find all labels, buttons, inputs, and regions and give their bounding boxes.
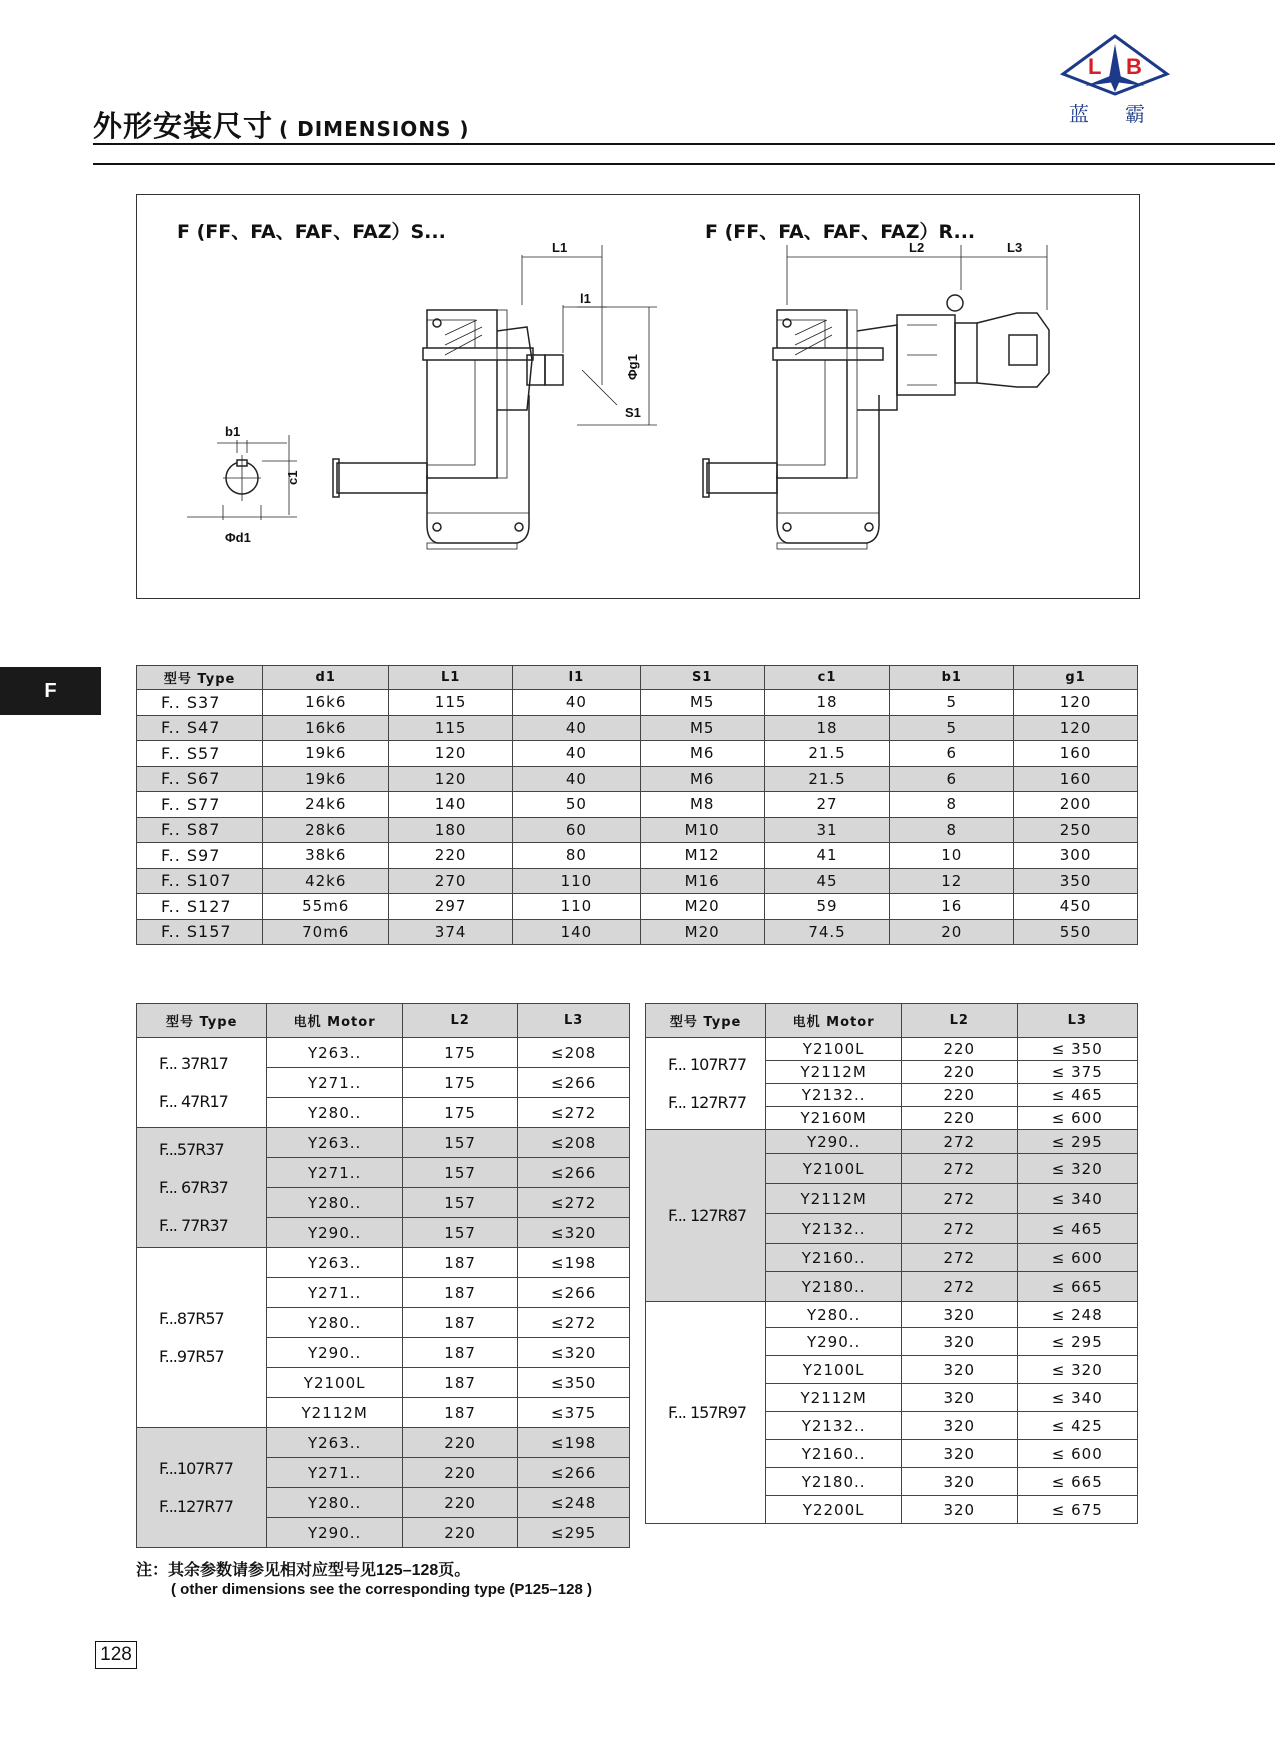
table-row — [137, 690, 1138, 716]
table-cell: ≤ 425 — [1017, 1412, 1137, 1440]
column-header: 电机 Motor — [267, 1004, 403, 1038]
table-cell: 220 — [902, 1107, 1018, 1130]
motor-cell: Y2112M — [766, 1184, 902, 1214]
motor-cell: Y263.. — [267, 1248, 403, 1278]
table-cell: 140 — [513, 919, 641, 945]
type-cell: F.. S157 — [137, 919, 263, 945]
table-cell: ≤248 — [518, 1488, 630, 1518]
drawing-caption-r: F (FF、FA、FAF、FAZ）R... — [705, 221, 976, 243]
page-title-en: ( DIMENSIONS ) — [279, 117, 470, 141]
type-group-cell — [646, 1130, 766, 1302]
table-cell: 18 — [764, 690, 890, 716]
table-cell: 272 — [902, 1130, 1018, 1154]
table-cell: 50 — [513, 792, 641, 818]
column-header: d1 — [263, 666, 389, 690]
table-cell: 270 — [389, 868, 513, 894]
column-header: L2 — [402, 1004, 517, 1038]
table-cell: 157 — [402, 1128, 517, 1158]
column-header: 型号 Type — [646, 1004, 766, 1038]
table-cell: 120 — [389, 766, 513, 792]
column-header: g1 — [1014, 666, 1138, 690]
table-cell: M20 — [640, 919, 764, 945]
table-cell: 16 — [890, 894, 1014, 920]
type-label: F... 37R17 — [159, 1053, 228, 1073]
table-row — [137, 919, 1138, 945]
table-row — [137, 894, 1138, 920]
table-cell: ≤320 — [518, 1338, 630, 1368]
table-cell: 220 — [902, 1038, 1018, 1061]
table-cell: 80 — [513, 843, 641, 869]
table-cell: 320 — [902, 1356, 1018, 1384]
table-row — [137, 843, 1138, 869]
table-row — [137, 817, 1138, 843]
motor-cell: Y263.. — [267, 1428, 403, 1458]
table-cell: 220 — [402, 1518, 517, 1548]
table-cell: 5 — [890, 690, 1014, 716]
table-cell: ≤ 295 — [1017, 1130, 1137, 1154]
table-cell: 550 — [1014, 919, 1138, 945]
page-title-cn: 外形安装尺寸 — [93, 109, 274, 143]
table-cell: ≤320 — [518, 1218, 630, 1248]
brand-logo — [1055, 34, 1175, 126]
table-cell: ≤ 465 — [1017, 1214, 1137, 1244]
motor-cell: Y2112M — [766, 1061, 902, 1084]
motor-cell: Y263.. — [267, 1038, 403, 1068]
table-cell: M10 — [640, 817, 764, 843]
table-cell: 157 — [402, 1188, 517, 1218]
table-cell: 272 — [902, 1272, 1018, 1302]
type-group-cell — [137, 1128, 267, 1248]
column-header: 电机 Motor — [766, 1004, 902, 1038]
table-cell: 70m6 — [263, 919, 389, 945]
table-cell: 272 — [902, 1154, 1018, 1184]
table-cell: 220 — [902, 1061, 1018, 1084]
motor-cell: Y263.. — [267, 1128, 403, 1158]
column-header: L3 — [518, 1004, 630, 1038]
type-group-cell — [646, 1302, 766, 1524]
table-cell: 38k6 — [263, 843, 389, 869]
table-cell: 28k6 — [263, 817, 389, 843]
table-cell: 140 — [389, 792, 513, 818]
table-cell: ≤ 320 — [1017, 1356, 1137, 1384]
label-L3: L3 — [1007, 240, 1023, 255]
type-label: F... 127R77 — [668, 1092, 746, 1112]
type-label: F...107R77 — [159, 1458, 233, 1478]
table-cell: 45 — [764, 868, 890, 894]
table-cell: 42k6 — [263, 868, 389, 894]
table-cell: 220 — [402, 1428, 517, 1458]
table-cell: ≤375 — [518, 1398, 630, 1428]
type-cell: F.. S47 — [137, 715, 263, 741]
table-cell: 350 — [1014, 868, 1138, 894]
table-cell: 20 — [890, 919, 1014, 945]
motor-cell: Y2112M — [267, 1398, 403, 1428]
header-rule-top — [93, 143, 1275, 145]
type-label: F... 77R37 — [159, 1215, 228, 1235]
table-cell: ≤295 — [518, 1518, 630, 1548]
table-cell: ≤ 675 — [1017, 1496, 1137, 1524]
table-row — [137, 1038, 630, 1068]
table-cell: 272 — [902, 1214, 1018, 1244]
table-cell: 220 — [389, 843, 513, 869]
table-cell: 115 — [389, 715, 513, 741]
type-cell: F.. S37 — [137, 690, 263, 716]
type-cell: F.. S127 — [137, 894, 263, 920]
table-cell: 60 — [513, 817, 641, 843]
table-cell: 320 — [902, 1302, 1018, 1328]
table-row — [646, 1038, 1138, 1061]
table-cell: 6 — [890, 741, 1014, 767]
column-header: b1 — [890, 666, 1014, 690]
label-b1: b1 — [225, 424, 241, 439]
table-cell: 175 — [402, 1068, 517, 1098]
motor-cell: Y2200L — [766, 1496, 902, 1524]
table-cell: M6 — [640, 766, 764, 792]
motor-cell: Y290.. — [766, 1328, 902, 1356]
table-cell: 5 — [890, 715, 1014, 741]
table-cell: 120 — [1014, 715, 1138, 741]
table-cell: 19k6 — [263, 766, 389, 792]
column-header: c1 — [764, 666, 890, 690]
motor-cell: Y2100L — [766, 1038, 902, 1061]
table-cell: 175 — [402, 1098, 517, 1128]
motor-cell: Y2180.. — [766, 1468, 902, 1496]
logo-diamond-icon — [1055, 34, 1175, 104]
table-cell: M5 — [640, 690, 764, 716]
page-number: 128 — [95, 1641, 137, 1669]
table-row — [646, 1130, 1138, 1154]
table-cell: 16k6 — [263, 715, 389, 741]
type-group-cell — [137, 1038, 267, 1128]
type-cell: F.. S57 — [137, 741, 263, 767]
table-cell: 55m6 — [263, 894, 389, 920]
table-cell: ≤ 350 — [1017, 1038, 1137, 1061]
table-cell: 10 — [890, 843, 1014, 869]
type-label: F... 107R77 — [668, 1054, 746, 1074]
table-cell: 40 — [513, 690, 641, 716]
label-S1: S1 — [625, 405, 641, 420]
note-en: ( other dimensions see the corresponding type (P125–128 ) — [171, 1581, 592, 1598]
logo-letter-l: L — [1088, 54, 1102, 79]
table-cell: 115 — [389, 690, 513, 716]
table-cell: M12 — [640, 843, 764, 869]
table-cell: 320 — [902, 1328, 1018, 1356]
motor-cell: Y2100L — [766, 1154, 902, 1184]
table-cell: 31 — [764, 817, 890, 843]
table-cell: 250 — [1014, 817, 1138, 843]
table-row — [137, 715, 1138, 741]
table-cell: ≤208 — [518, 1128, 630, 1158]
table-header-row — [137, 1004, 630, 1038]
table-cell: 157 — [402, 1218, 517, 1248]
table-cell: 8 — [890, 817, 1014, 843]
motor-cell: Y2100L — [267, 1368, 403, 1398]
table-row — [137, 1248, 630, 1278]
r-dimensions-table-left — [136, 1003, 630, 1548]
motor-cell: Y280.. — [267, 1488, 403, 1518]
table-cell: ≤ 465 — [1017, 1084, 1137, 1107]
dimension-drawing — [136, 194, 1140, 599]
table-cell: ≤198 — [518, 1248, 630, 1278]
table-row — [137, 868, 1138, 894]
motor-cell: Y271.. — [267, 1278, 403, 1308]
table-cell: ≤ 600 — [1017, 1244, 1137, 1272]
type-group-cell — [137, 1248, 267, 1428]
table-row — [137, 792, 1138, 818]
table-cell: 300 — [1014, 843, 1138, 869]
table-cell: 187 — [402, 1368, 517, 1398]
table-cell: 187 — [402, 1398, 517, 1428]
column-header: 型号 Type — [137, 666, 263, 690]
table-cell: 187 — [402, 1308, 517, 1338]
table-cell: 297 — [389, 894, 513, 920]
table-cell: ≤ 340 — [1017, 1384, 1137, 1412]
page-title — [93, 104, 470, 145]
table-cell: M6 — [640, 741, 764, 767]
table-cell: 19k6 — [263, 741, 389, 767]
type-label: F...87R57 — [159, 1308, 224, 1328]
drawing-caption-s: F (FF、FA、FAF、FAZ）S... — [177, 221, 446, 243]
table-header-row — [137, 666, 1138, 690]
column-header: l1 — [513, 666, 641, 690]
table-cell: ≤272 — [518, 1188, 630, 1218]
table-cell: 120 — [389, 741, 513, 767]
motor-cell: Y290.. — [267, 1518, 403, 1548]
column-header: L2 — [902, 1004, 1018, 1038]
table-cell: 74.5 — [764, 919, 890, 945]
table-row — [137, 766, 1138, 792]
table-cell: 450 — [1014, 894, 1138, 920]
column-header: L1 — [389, 666, 513, 690]
logo-text-left: 蓝 — [1069, 102, 1089, 126]
table-cell: ≤ 665 — [1017, 1272, 1137, 1302]
motor-cell: Y280.. — [267, 1098, 403, 1128]
motor-cell: Y2160M — [766, 1107, 902, 1130]
motor-cell: Y290.. — [766, 1130, 902, 1154]
table-cell: 16k6 — [263, 690, 389, 716]
motor-cell: Y2180.. — [766, 1272, 902, 1302]
table-cell: 187 — [402, 1248, 517, 1278]
table-cell: M16 — [640, 868, 764, 894]
table-cell: 220 — [402, 1488, 517, 1518]
table-cell: 320 — [902, 1468, 1018, 1496]
table-cell: M20 — [640, 894, 764, 920]
table-cell: 180 — [389, 817, 513, 843]
table-cell: ≤272 — [518, 1098, 630, 1128]
motor-cell: Y271.. — [267, 1068, 403, 1098]
logo-text-right: 霸 — [1125, 102, 1145, 126]
type-label: F... 67R37 — [159, 1177, 228, 1197]
table-cell: 40 — [513, 715, 641, 741]
motor-cell: Y2100L — [766, 1356, 902, 1384]
section-tab-f: F — [0, 667, 101, 715]
table-cell: 272 — [902, 1244, 1018, 1272]
motor-cell: Y280.. — [267, 1188, 403, 1218]
table-cell: 40 — [513, 766, 641, 792]
r-dimensions-table-right — [645, 1003, 1138, 1524]
type-cell: F.. S97 — [137, 843, 263, 869]
motor-cell: Y280.. — [267, 1308, 403, 1338]
table-cell: ≤ 340 — [1017, 1184, 1137, 1214]
table-cell: 157 — [402, 1158, 517, 1188]
table-cell: 320 — [902, 1412, 1018, 1440]
table-cell: ≤266 — [518, 1458, 630, 1488]
table-cell: 18 — [764, 715, 890, 741]
table-cell: 160 — [1014, 741, 1138, 767]
motor-cell: Y2160.. — [766, 1440, 902, 1468]
table-cell: ≤ 248 — [1017, 1302, 1137, 1328]
label-d1: Φd1 — [225, 530, 251, 545]
table-cell: M8 — [640, 792, 764, 818]
table-cell: ≤ 600 — [1017, 1440, 1137, 1468]
type-group-cell — [137, 1428, 267, 1548]
table-row — [137, 741, 1138, 767]
table-cell: 220 — [402, 1458, 517, 1488]
table-cell: 110 — [513, 868, 641, 894]
table-cell: 320 — [902, 1440, 1018, 1468]
table-cell: 120 — [1014, 690, 1138, 716]
motor-cell: Y2132.. — [766, 1412, 902, 1440]
type-cell: F.. S67 — [137, 766, 263, 792]
motor-cell: Y280.. — [766, 1302, 902, 1328]
note-cn: 注：其余参数请参见相对应型号见125–128页。 — [136, 1562, 471, 1579]
table-cell: 160 — [1014, 766, 1138, 792]
table-cell: 200 — [1014, 792, 1138, 818]
table-cell: ≤266 — [518, 1278, 630, 1308]
label-l1: l1 — [580, 291, 591, 306]
table-cell: 374 — [389, 919, 513, 945]
gearbox-drawing — [137, 195, 1139, 598]
type-label: F...57R37 — [159, 1139, 224, 1159]
label-c1: c1 — [285, 470, 300, 485]
table-cell: ≤ 295 — [1017, 1328, 1137, 1356]
column-header: S1 — [640, 666, 764, 690]
motor-cell: Y271.. — [267, 1158, 403, 1188]
logo-letter-b: B — [1126, 54, 1142, 79]
type-cell: F.. S107 — [137, 868, 263, 894]
table-cell: 220 — [902, 1084, 1018, 1107]
table-cell: ≤ 375 — [1017, 1061, 1137, 1084]
motor-cell: Y2160.. — [766, 1244, 902, 1272]
table-cell: ≤ 665 — [1017, 1468, 1137, 1496]
table-cell: 24k6 — [263, 792, 389, 818]
type-label: F... 47R17 — [159, 1091, 228, 1111]
type-label: F...97R57 — [159, 1346, 224, 1366]
motor-cell: Y2132.. — [766, 1214, 902, 1244]
table-header-row — [646, 1004, 1138, 1038]
motor-cell: Y2132.. — [766, 1084, 902, 1107]
table-cell: 110 — [513, 894, 641, 920]
table-cell: ≤272 — [518, 1308, 630, 1338]
type-label: F...127R77 — [159, 1496, 233, 1516]
table-cell: 320 — [902, 1384, 1018, 1412]
type-group-cell — [646, 1038, 766, 1130]
motor-cell: Y290.. — [267, 1218, 403, 1248]
table-cell: ≤ 600 — [1017, 1107, 1137, 1130]
table-cell: 21.5 — [764, 766, 890, 792]
motor-cell: Y2112M — [766, 1384, 902, 1412]
table-cell: ≤198 — [518, 1428, 630, 1458]
type-label: F... 157R97 — [668, 1402, 746, 1422]
type-label: F... 127R87 — [668, 1205, 746, 1225]
table-cell: 175 — [402, 1038, 517, 1068]
table-cell: 21.5 — [764, 741, 890, 767]
table-cell: 187 — [402, 1278, 517, 1308]
table-cell: 8 — [890, 792, 1014, 818]
table-row — [646, 1302, 1138, 1328]
table-cell: ≤ 320 — [1017, 1154, 1137, 1184]
label-L2: L2 — [909, 240, 925, 255]
table-cell: 40 — [513, 741, 641, 767]
table-cell: ≤208 — [518, 1038, 630, 1068]
label-L1: L1 — [552, 240, 568, 255]
table-cell: 27 — [764, 792, 890, 818]
table-cell: 59 — [764, 894, 890, 920]
table-cell: 320 — [902, 1496, 1018, 1524]
table-cell: M5 — [640, 715, 764, 741]
header-rule-bottom — [93, 163, 1275, 165]
motor-cell: Y271.. — [267, 1458, 403, 1488]
table-cell: ≤266 — [518, 1068, 630, 1098]
table-cell: 6 — [890, 766, 1014, 792]
label-g1: Φg1 — [625, 354, 640, 380]
motor-cell: Y290.. — [267, 1338, 403, 1368]
type-cell: F.. S77 — [137, 792, 263, 818]
s-dimensions-table — [136, 665, 1138, 945]
table-row — [137, 1128, 630, 1158]
table-cell: ≤266 — [518, 1158, 630, 1188]
column-header: 型号 Type — [137, 1004, 267, 1038]
table-cell: 272 — [902, 1184, 1018, 1214]
type-cell: F.. S87 — [137, 817, 263, 843]
column-header: L3 — [1017, 1004, 1137, 1038]
table-cell: 187 — [402, 1338, 517, 1368]
table-cell: 41 — [764, 843, 890, 869]
table-cell: 12 — [890, 868, 1014, 894]
table-row — [137, 1428, 630, 1458]
table-cell: ≤350 — [518, 1368, 630, 1398]
